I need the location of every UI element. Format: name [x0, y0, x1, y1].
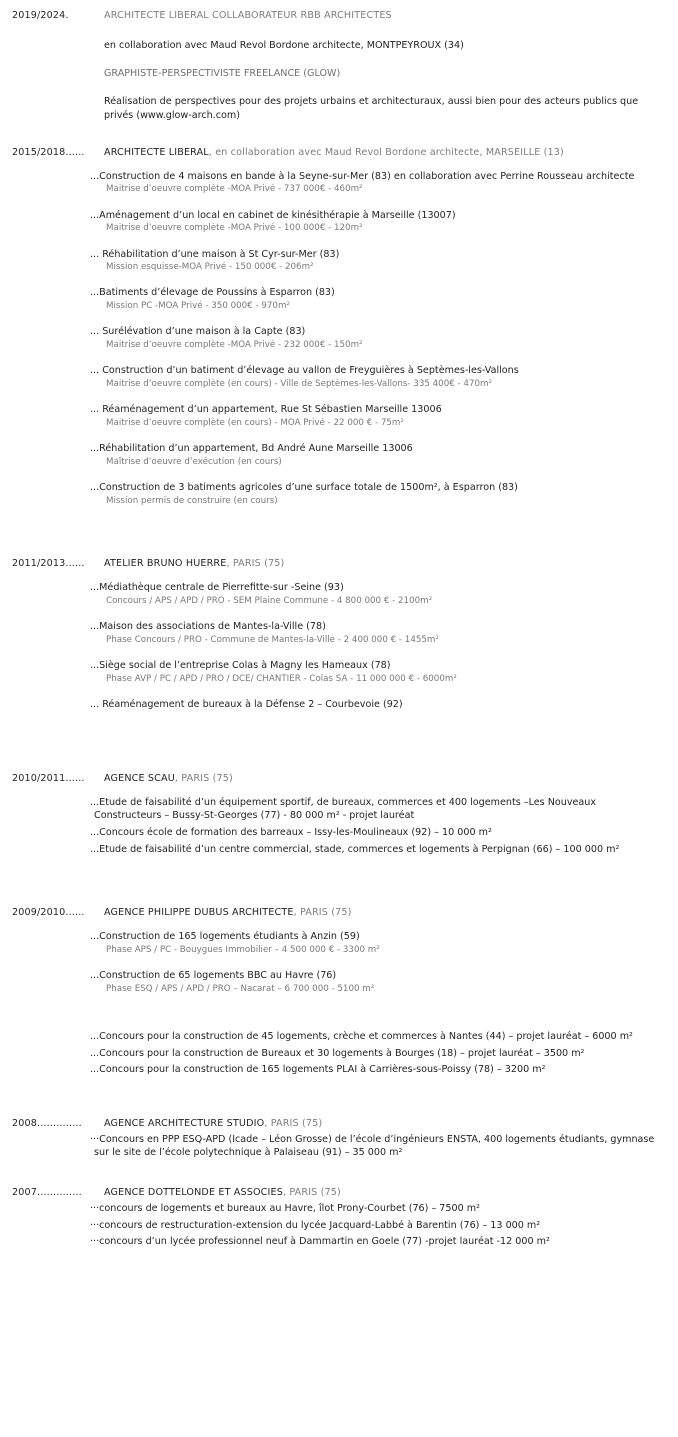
entry-year: 2009/2010...... — [12, 907, 85, 919]
project-list — [12, 796, 666, 856]
project-detail: Phase Concours / PRO - Commune de Mantes-la-Ville - 2 400 000 € - 1455m² — [106, 634, 439, 645]
project-item — [12, 698, 666, 712]
entry-title: AGENCE SCAU, PARIS (75) — [104, 772, 233, 784]
entry-header — [12, 1118, 666, 1129]
project-list — [12, 930, 666, 1077]
project-title: ...Maison des associations de Mantes-la-Ville (78) — [90, 621, 326, 633]
project-title: ···concours de logements et bureaux au Havre, îlot Prony-Courbet (76) – 7500 m² — [90, 1203, 480, 1215]
entry-title: AGENCE DOTTELONDE ET ASSOCIES, PARIS (75) — [104, 1187, 341, 1199]
project-title: ...Construction de 3 batiments agricoles d’une surface totale de 1500m², à Esparron (83) — [90, 482, 518, 494]
project-list — [12, 170, 666, 508]
project-title: ... Construction d’un batiment d’élevage au vallon de Freyguières à Septèmes-les-Vallons — [90, 365, 519, 377]
experience-entry — [12, 558, 666, 711]
project-title: ...Concours pour la construction de 45 logements, crèche et commerces à Nantes (44) – projet lauréat – 6000 m² — [90, 1031, 633, 1043]
project-item — [12, 442, 666, 468]
entry-year: 2015/2018...... — [12, 146, 85, 158]
project-title: ···Concours en PPP ESQ-APD (Icade – Léon Grosse) de l’école d’ingénieurs ENSTA, 400 logements étudiants, gymnase sur le site de l’école polytechnique à Palaiseau (91) – 35 000 m² — [90, 1133, 655, 1159]
project-detail: Maitrise d’oeuvre complète -MOA Privé - 232 000€ - 150m² — [106, 340, 363, 351]
project-title: ...Batiments d’élevage de Poussins à Esparron (83) — [90, 287, 335, 299]
entry-year: 2011/2013...... — [12, 558, 85, 570]
entry-title: ARCHITECTE LIBERAL COLLABORATEUR RBB ARCHITECTES — [104, 10, 392, 21]
project-title: ...Construction de 65 logements BBC au Havre (76) — [90, 970, 337, 982]
project-title: ...Etude de faisabilité d’un équipement sportif, de bureaux, commerces et 400 logements –Les Nouveaux Constructeurs – Bussy-St-Georges (77) - 80 000 m² - projet lauréat — [90, 796, 597, 822]
project-item — [12, 481, 666, 507]
entry-header — [12, 558, 666, 569]
experience-entry — [12, 147, 666, 508]
project-title: ...Construction de 4 maisons en bande à la Seyne-sur-Mer (83) en collaboration avec Perrine Rousseau architecte — [90, 170, 635, 182]
project-item — [12, 659, 666, 685]
project-item — [12, 248, 666, 274]
project-title: ···concours de restructuration-extension du lycée Jacquard-Labbé à Barentin (76) – 13 000 m² — [90, 1219, 541, 1231]
project-title: ...Médiathèque centrale de Pierrefitte-sur -Seine (93) — [90, 582, 344, 594]
project-title: ... Réaménagement d’un appartement, Rue St Sébastien Marseille 13006 — [90, 404, 442, 416]
project-item — [12, 581, 666, 607]
project-detail: Mission permis de construire (en cours) — [106, 495, 278, 506]
experience-entry — [12, 1118, 666, 1160]
project-title: ... Réhabilitation d’une maison à St Cyr-sur-Mer (83) — [90, 248, 340, 260]
project-item — [12, 1219, 666, 1233]
project-item — [12, 403, 666, 429]
entry-header — [12, 1187, 666, 1198]
entry-title: AGENCE PHILIPPE DUBUS ARCHITECTE, PARIS (75) — [104, 907, 352, 919]
project-item — [12, 1030, 666, 1044]
entry-title: ARCHITECTE LIBERAL, en collaboration avec Maud Revol Bordone architecte, MARSEILLE (13) — [104, 146, 564, 158]
project-detail: Maitrise d’oeuvre complète -MOA Privé - 737 000€ - 460m² — [106, 184, 363, 195]
experience-entry — [12, 907, 666, 1077]
project-title: ... Surélévation d’une maison à la Capte (83) — [90, 326, 306, 338]
entry-header — [12, 773, 666, 784]
experience-entry — [12, 773, 666, 856]
entry-year: 2010/2011...... — [12, 772, 85, 784]
entry-year: 2007.............. — [12, 1187, 82, 1199]
experience-entry — [12, 1187, 666, 1249]
entry-subline: en collaboration avec Maud Revol Bordone architecte, MONTPEYROUX (34) — [104, 40, 464, 51]
project-item — [12, 209, 666, 235]
entry-header — [12, 147, 666, 158]
project-detail: Maitrise d’oeuvre complète -MOA Privé - 100 000€ - 120m² — [106, 223, 363, 234]
project-item — [12, 843, 666, 857]
project-list — [12, 1133, 666, 1160]
project-detail: Maitrise d’oeuvre complète (en cours) - Ville de Septèmes-les-Vallons- 335 400€ - 470m² — [106, 379, 492, 389]
project-item — [12, 1047, 666, 1061]
project-detail: Phase ESQ / APS / APD / PRO – Nacarat – 6 700 000 - 5100 m² — [106, 983, 375, 994]
project-detail: Concours / APS / APD / PRO - SEM Plaine Commune - 4 800 000 € - 2100m² — [106, 595, 433, 606]
experience-entry — [12, 10, 666, 123]
entry-title: AGENCE ARCHITECTURE STUDIO, PARIS (75) — [104, 1117, 323, 1129]
project-item — [12, 364, 666, 390]
entry-header — [12, 10, 666, 21]
project-title: ...Réhabilitation d’un appartement, Bd André Aune Marseille 13006 — [90, 443, 413, 455]
entry-header — [12, 907, 666, 918]
project-item — [12, 930, 666, 956]
project-title: ... Réaménagement de bureaux à la Défense 2 – Courbevoie (92) — [90, 699, 403, 711]
project-list — [12, 1202, 666, 1249]
project-item — [12, 1063, 666, 1077]
project-item — [12, 325, 666, 351]
entry-year: 2008.............. — [12, 1117, 82, 1129]
project-item — [12, 170, 666, 196]
project-list — [12, 581, 666, 711]
project-title: ...Construction de 165 logements étudiants à Anzin (59) — [90, 931, 360, 943]
project-title: ...Etude de faisabilité d’un centre commercial, stade, commerces et logements à Perpignan (66) – 100 000 m² — [90, 843, 620, 855]
entry-subline: GRAPHISTE-PERSPECTIVISTE FREELANCE (GLOW) — [104, 67, 341, 79]
project-title: ...Siège social de l’entreprise Colas à Magny les Hameaux (78) — [90, 660, 391, 672]
project-title: ···concours d’un lycée professionnel neuf à Dammartin en Goele (77) -projet lauréat -12 000 m² — [90, 1236, 550, 1248]
project-item — [12, 620, 666, 646]
project-title: ...Concours pour la construction de 165 logements PLAI à Carrières-sous-Poissy (78) – 3200 m² — [90, 1064, 546, 1076]
project-detail: Maitrise d’oeuvre complète (en cours) - MOA Privé - 22 000 € - 75m² — [106, 417, 404, 428]
project-detail: Mission PC -MOA Privé - 350 000€ - 970m² — [106, 301, 290, 312]
project-item — [12, 286, 666, 312]
entry-subline: Réalisation de perspectives pour des projets urbains et architecturaux, aussi bien pour des acteurs publics que privés (www.glow-arch.com) — [104, 95, 639, 121]
entry-title: ATELIER BRUNO HUERRE, PARIS (75) — [104, 558, 285, 570]
project-item — [12, 826, 666, 840]
project-item — [12, 1235, 666, 1249]
project-detail: Phase AVP / PC / APD / PRO / DCE/ CHANTIER - Colas SA - 11 000 000 € - 6000m² — [106, 673, 457, 684]
project-item — [12, 969, 666, 995]
project-detail: Mission esquisse-MOA Privé - 150 000€ - 206m² — [106, 262, 314, 273]
project-detail: Maîtrise d’oeuvre d’exécution (en cours) — [106, 456, 282, 467]
project-detail: Phase APS / PC - Bouygues Immobilier – 4 500 000 € - 3300 m² — [106, 944, 380, 955]
project-title: ...Aménagement d’un local en cabinet de kinésithérapie à Marseille (13007) — [90, 209, 456, 221]
entry-year: 2019/2024. — [12, 10, 69, 21]
project-title: ...Concours pour la construction de Bureaux et 30 logements à Bourges (18) – projet lauréat – 3500 m² — [90, 1047, 585, 1059]
project-item — [12, 1202, 666, 1216]
project-item — [12, 796, 666, 823]
project-item — [12, 1133, 666, 1160]
project-title: ...Concours école de formation des barreaux – Issy-les-Moulineaux (92) – 10 000 m² — [90, 826, 492, 838]
